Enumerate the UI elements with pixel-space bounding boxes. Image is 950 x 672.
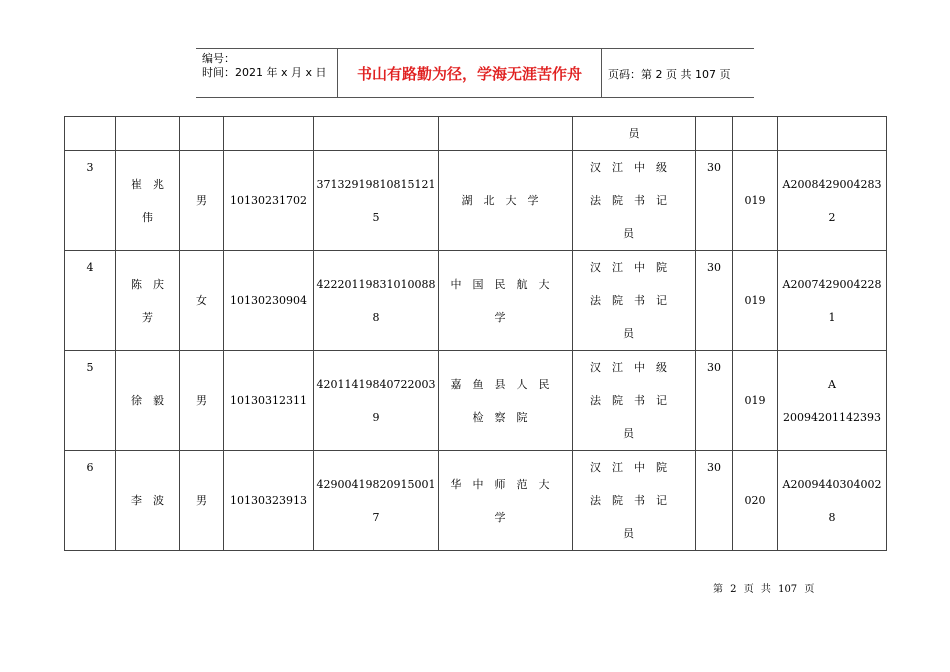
gender-cell: [180, 351, 224, 451]
id-card-line: 7: [372, 510, 380, 524]
gender-cell: [180, 251, 224, 351]
exam-id-cell: [224, 251, 314, 351]
position-cell: [573, 351, 696, 451]
position-cell: [573, 151, 696, 251]
position-line: 汉江中院: [590, 261, 678, 274]
post-code-cell: [733, 251, 778, 351]
post-code-text: 019: [744, 294, 766, 307]
name-line: 徐 毅: [131, 394, 164, 407]
school-line: 学: [494, 510, 517, 524]
gender-cell: [180, 151, 224, 251]
post-code-text: 020: [744, 494, 766, 507]
exam-id-cell: [224, 151, 314, 251]
school-line: 华中师范大: [450, 477, 561, 491]
position-line: 员: [623, 527, 645, 540]
quota-text: 30: [707, 461, 721, 474]
certificate-line: A2007429004228: [782, 277, 882, 291]
position-line: 汉江中级: [590, 361, 678, 374]
table-row: [65, 451, 887, 551]
row-number-cell: [65, 251, 116, 351]
certificate-cell: [778, 151, 887, 251]
school-line: 湖北大学: [461, 194, 550, 207]
quota-cell: [696, 251, 733, 351]
exam-id-cell: [224, 451, 314, 551]
quota-cell: [696, 451, 733, 551]
name-line: 崔 兆: [131, 177, 164, 191]
exam-id-cell: [224, 351, 314, 451]
id-card-line: 37132919810815121: [316, 177, 436, 191]
id-card-line: 9: [372, 410, 380, 424]
personnel-table: [64, 116, 887, 551]
id-card-line: 8: [372, 310, 380, 324]
name-cell: [116, 451, 180, 551]
school-cell: [439, 151, 573, 251]
gender-text: 女: [196, 294, 207, 307]
id-card-cell: [314, 151, 439, 251]
id-card-line: 42220119831010088: [316, 277, 436, 291]
id-card-line: 5: [372, 210, 380, 224]
position-line: 汉江中院: [590, 461, 678, 474]
position-line: 法院书记: [590, 294, 678, 307]
exam-id-text: 10130231702: [230, 194, 307, 207]
gender-text: 男: [196, 494, 207, 507]
gender-text: 男: [196, 194, 207, 207]
certificate-line: A2009440304002: [782, 477, 882, 491]
page-header: [196, 48, 754, 98]
certificate-line: A2008429004283: [782, 177, 882, 191]
position-cell: [573, 117, 696, 151]
header-page-number: 页码：第 2 页 共 107 页: [608, 68, 731, 81]
id-card-line: 42011419840722003: [316, 377, 436, 391]
row-number-text: 3: [86, 161, 94, 174]
school-line: 嘉鱼县人民: [450, 377, 561, 391]
page-footer: 第 2 页 共 107 页: [713, 584, 815, 595]
school-cell: [439, 251, 573, 351]
position-line: 汉江中级: [590, 161, 678, 174]
school-line: 检察院: [472, 410, 539, 424]
school-cell: [439, 351, 573, 451]
post-code-text: 019: [744, 194, 766, 207]
id-card-line: 42900419820915001: [316, 477, 436, 491]
post-code-cell: [733, 451, 778, 551]
certificate-cell: [778, 251, 887, 351]
position-line: 法院书记: [590, 394, 678, 407]
number-label: 编号：: [202, 52, 235, 65]
time-label: 时间：2021 年 x 月 x 日: [202, 66, 327, 79]
name-cell: [116, 151, 180, 251]
row-number-text: 5: [86, 361, 94, 374]
certificate-line: A: [828, 377, 836, 391]
position-line: 员: [623, 227, 645, 240]
row-number-cell: [65, 351, 116, 451]
post-code-cell: [733, 351, 778, 451]
name-line: 伟: [142, 210, 153, 224]
certificate-cell: [778, 451, 887, 551]
name-line: 陈 庆: [131, 277, 164, 291]
certificate-line: 20094201142393: [783, 410, 881, 424]
certificate-line: 8: [828, 510, 836, 524]
row-number-text: 6: [86, 461, 94, 474]
table-row: [65, 251, 887, 351]
exam-id-text: 10130230904: [230, 294, 307, 307]
header-motto: 书山有路勤为径，学海无涯苦作舟: [338, 49, 602, 97]
exam-id-text: 10130312311: [230, 394, 307, 407]
exam-id-text: 10130323913: [230, 494, 307, 507]
row-number-cell: [65, 451, 116, 551]
gender-cell: [180, 451, 224, 551]
position-line: 员: [623, 327, 645, 340]
post-code-text: 019: [744, 394, 766, 407]
certificate-line: 2: [828, 210, 836, 224]
quota-cell: [696, 151, 733, 251]
position-cell: [573, 251, 696, 351]
id-card-cell: [314, 351, 439, 451]
position-line: 法院书记: [590, 194, 678, 207]
certificate-line: 1: [828, 310, 836, 324]
school-line: 中国民航大: [450, 277, 561, 291]
position-tail: 员: [628, 127, 640, 140]
school-cell: [439, 451, 573, 551]
name-cell: [116, 351, 180, 451]
name-cell: [116, 251, 180, 351]
table-row: [65, 351, 887, 451]
id-card-cell: [314, 251, 439, 351]
position-line: 法院书记: [590, 494, 678, 507]
name-line: 芳: [142, 310, 153, 324]
position-cell: [573, 451, 696, 551]
row-number-cell: [65, 151, 116, 251]
certificate-cell: [778, 351, 887, 451]
table-row: [65, 151, 887, 251]
gender-text: 男: [196, 394, 207, 407]
position-line: 员: [623, 427, 645, 440]
id-card-cell: [314, 451, 439, 551]
quota-text: 30: [707, 261, 721, 274]
school-line: 学: [494, 310, 517, 324]
row-number-text: 4: [86, 261, 94, 274]
table-row: [65, 117, 887, 151]
header-meta: [196, 49, 338, 97]
quota-text: 30: [707, 361, 721, 374]
quota-text: 30: [707, 161, 721, 174]
post-code-cell: [733, 151, 778, 251]
quota-cell: [696, 351, 733, 451]
name-line: 李 波: [131, 494, 164, 507]
